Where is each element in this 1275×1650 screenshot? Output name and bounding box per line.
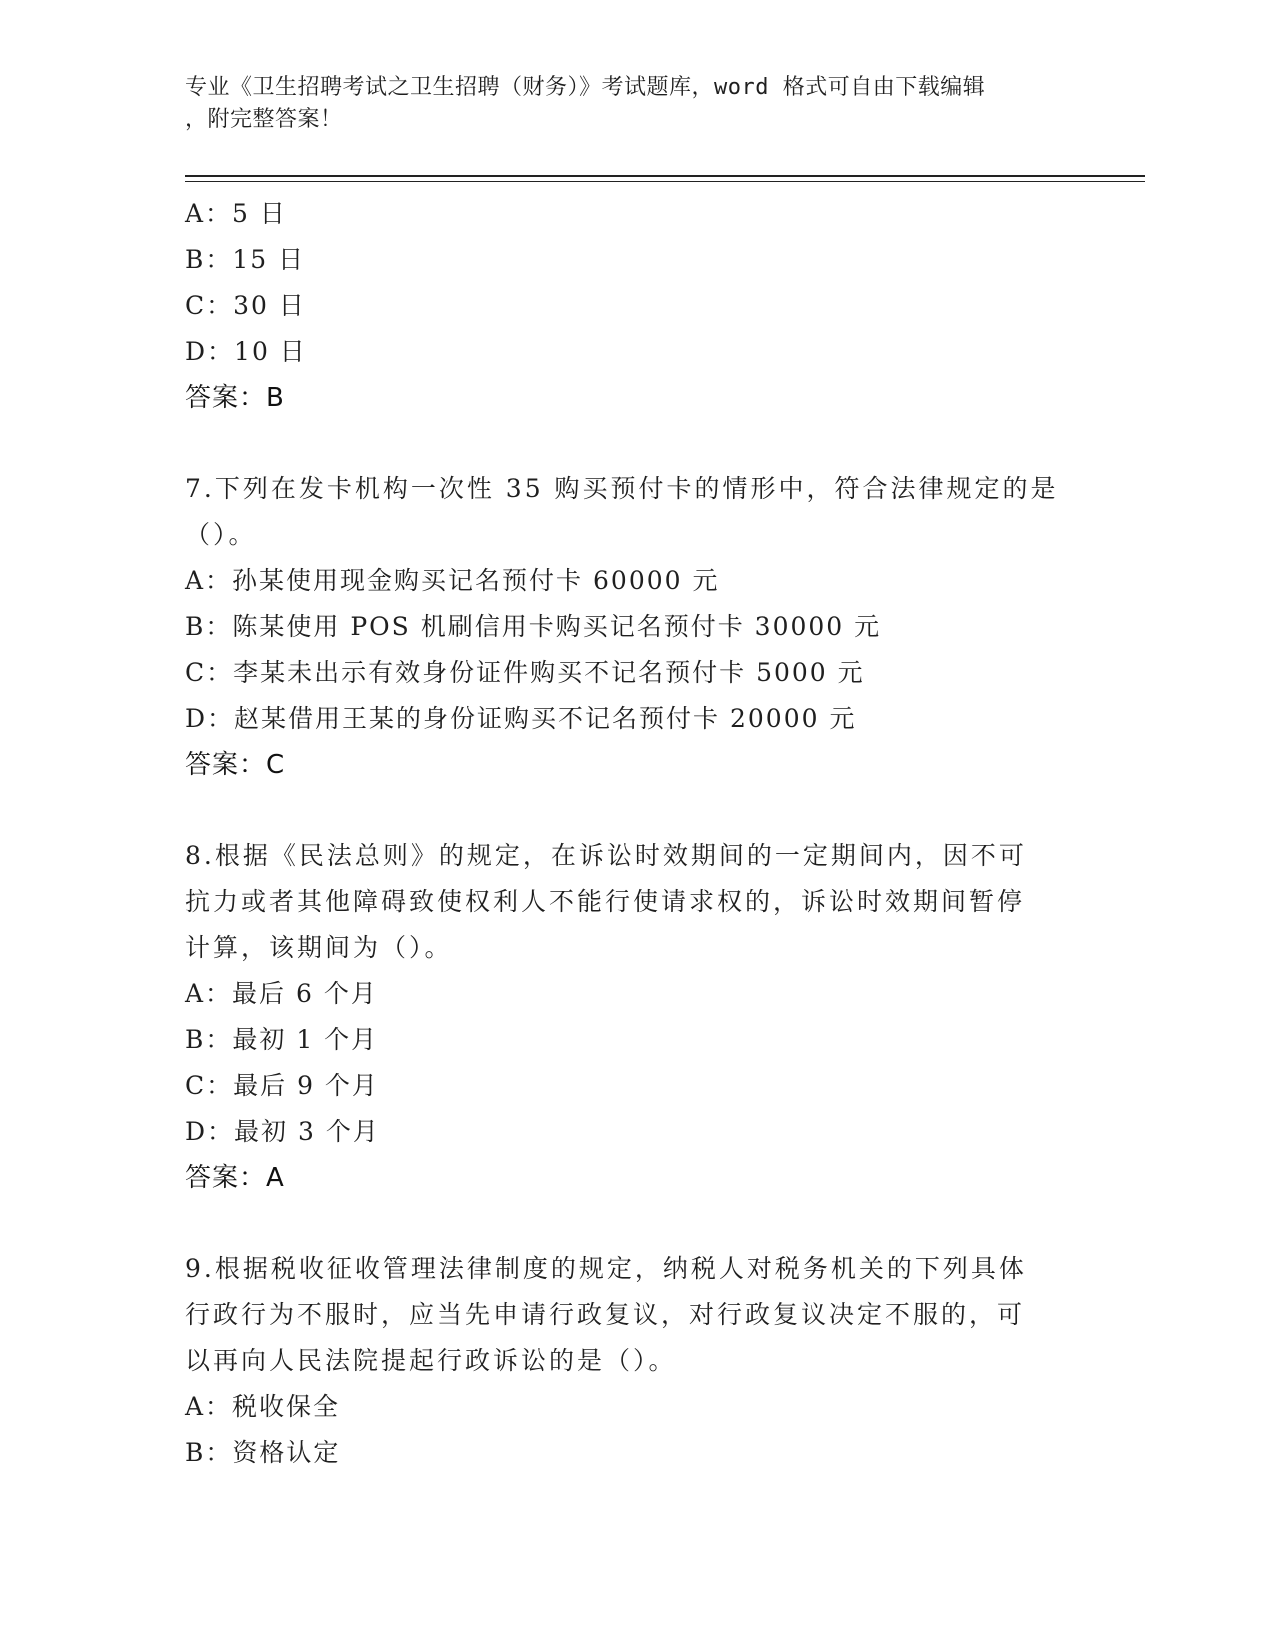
header-line-2: ，附完整答案！ (185, 107, 343, 132)
option-a: A：孙某使用现金购买记名预付卡 60000 元 (185, 566, 720, 595)
option-d: D：10 日 (185, 337, 307, 366)
question-stem-line: 以再向人民法院提起行政诉讼的是（）。 (185, 1346, 677, 1375)
header-divider-bottom (185, 181, 1145, 182)
question-9 (185, 1246, 1085, 1476)
option-b: B：资格认定 (185, 1438, 341, 1467)
option-d: D：最初 3 个月 (185, 1117, 380, 1146)
answer-line: 答案：C (185, 750, 286, 780)
question-list (185, 191, 1085, 1476)
question-stem-line: 行政行为不服时，应当先申请行政复议，对行政复议决定不服的，可 (185, 1300, 1026, 1329)
question-spacer (185, 1201, 1085, 1246)
answer-line: 答案：B (185, 383, 285, 413)
header-line-1: 专业《卫生招聘考试之卫生招聘（财务）》考试题库，word 格式可自由下载编辑 (185, 75, 986, 100)
option-c: C：30 日 (185, 291, 306, 320)
question-stem-line: 抗力或者其他障碍致使权利人不能行使请求权的，诉讼时效期间暂停 (185, 887, 1026, 916)
question-spacer (185, 421, 1085, 466)
document-header (185, 72, 1065, 136)
option-c: C：最后 9 个月 (185, 1071, 379, 1100)
option-a: A：5 日 (185, 199, 287, 228)
question-7 (185, 466, 1085, 788)
question-stem-line: 计算，该期间为（）。 (185, 933, 453, 962)
option-b: B：最初 1 个月 (185, 1025, 379, 1054)
question-stem-line: 9.根据税收征收管理法律制度的规定，纳税人对税务机关的下列具体 (185, 1254, 1027, 1283)
header-divider-top (185, 175, 1145, 177)
option-b: B：陈某使用 POS 机刷信用卡购买记名预付卡 30000 元 (185, 612, 882, 641)
option-a: A：税收保全 (185, 1392, 341, 1421)
option-c: C：李某未出示有效身份证件购买不记名预付卡 5000 元 (185, 658, 865, 687)
option-a: A：最后 6 个月 (185, 979, 378, 1008)
answer-line: 答案：A (185, 1163, 285, 1193)
question-6 (185, 191, 1085, 421)
option-b: B：15 日 (185, 245, 306, 274)
question-8 (185, 833, 1085, 1201)
option-d: D：赵某借用王某的身份证购买不记名预付卡 20000 元 (185, 704, 857, 733)
question-stem-line: （）。 (185, 520, 257, 549)
question-spacer (185, 788, 1085, 833)
question-stem-line: 7.下列在发卡机构一次性 35 购买预付卡的情形中，符合法律规定的是 (185, 474, 1059, 503)
question-stem-line: 8.根据《民法总则》的规定，在诉讼时效期间的一定期间内，因不可 (185, 841, 1027, 870)
